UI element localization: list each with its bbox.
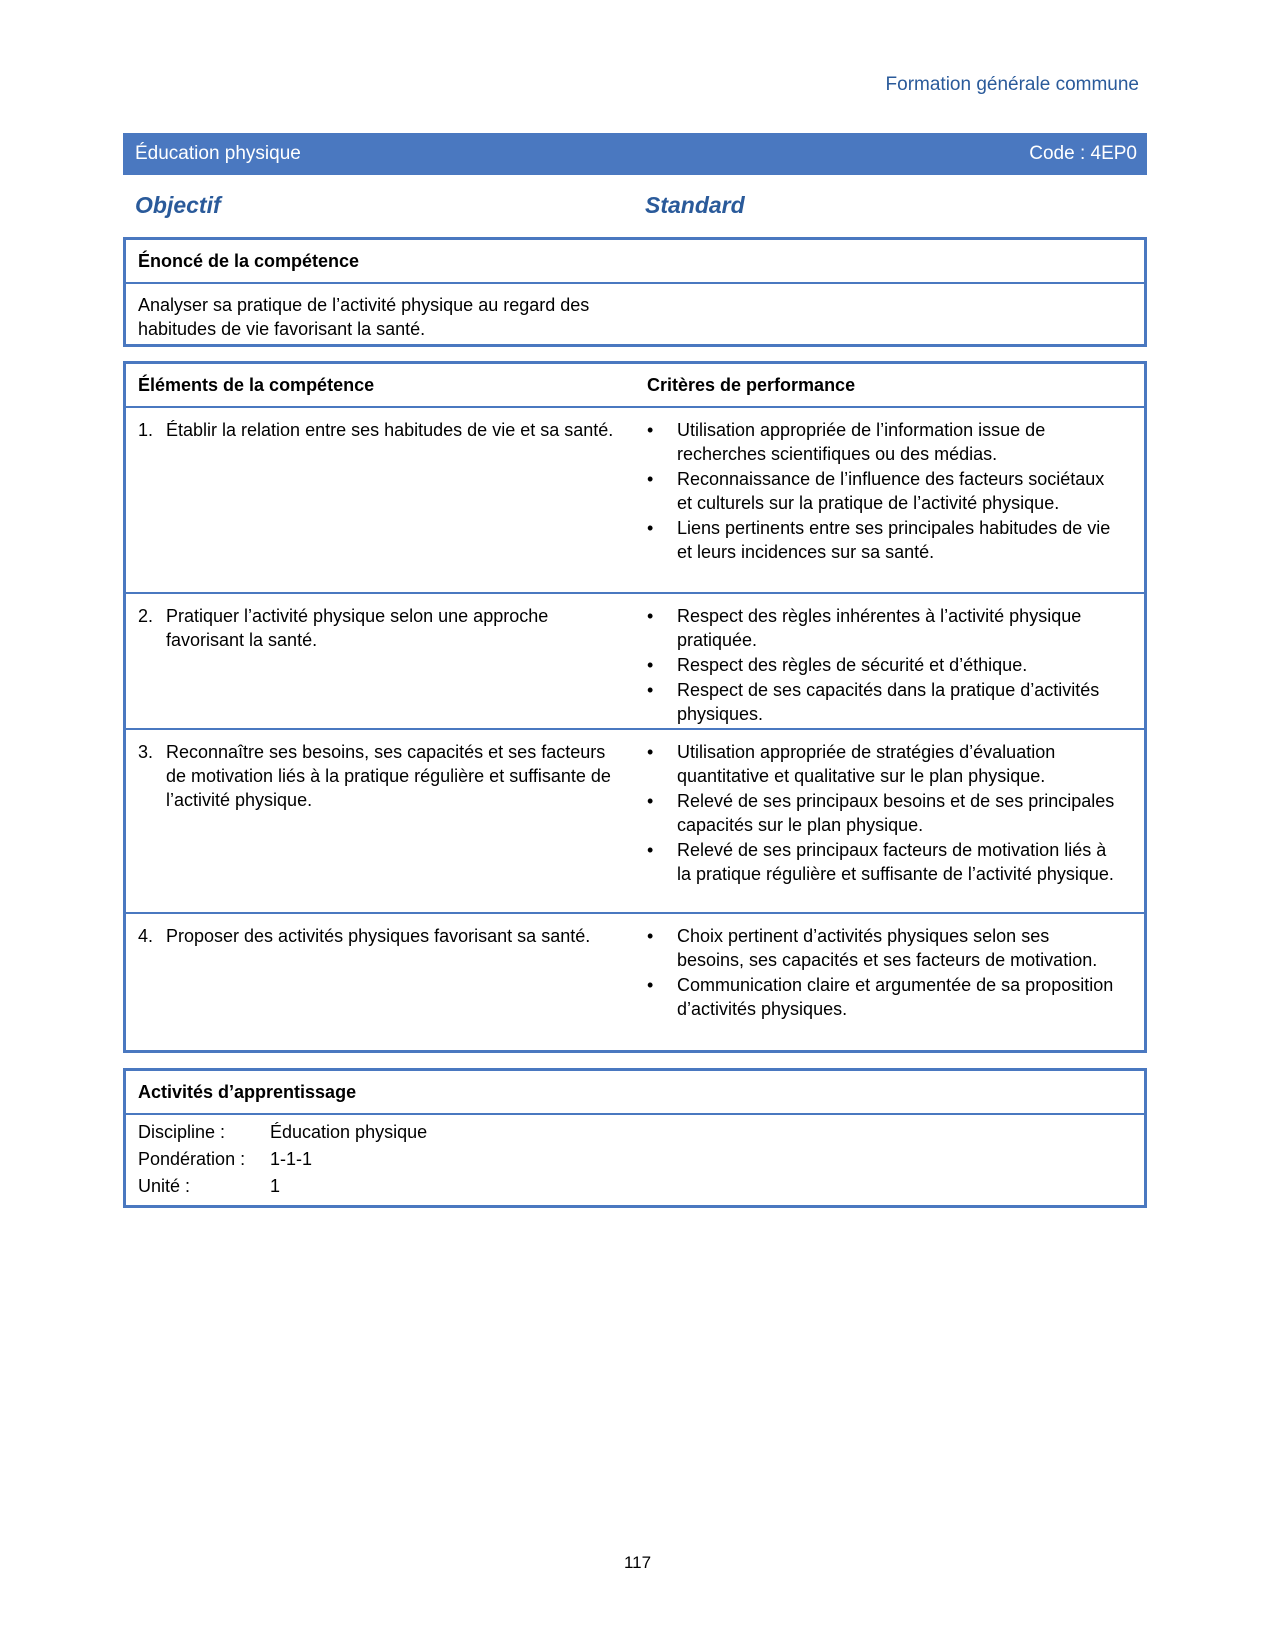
page-header-section: Formation générale commune bbox=[885, 74, 1139, 95]
criterion-text: Communication claire et argumentée de sa proposition d’activités physiques. bbox=[677, 975, 1114, 1019]
criterion-item bbox=[647, 418, 1117, 466]
activites-box bbox=[123, 1068, 1147, 1208]
bullet-icon: • bbox=[647, 742, 654, 762]
bullet-icon: • bbox=[647, 655, 654, 675]
element-row bbox=[126, 592, 1144, 728]
criterion-text: Respect des règles de sécurité et d’éthique. bbox=[677, 655, 1028, 675]
bullet-icon: • bbox=[647, 975, 654, 995]
criterion-text: Relevé de ses principaux facteurs de motivation liés à la pratique régulière et suffisante de l’activité physique. bbox=[677, 840, 1114, 884]
element-text-block bbox=[138, 604, 628, 652]
bullet-icon: • bbox=[647, 420, 654, 440]
element-number: 4. bbox=[138, 926, 154, 946]
activites-heading: Activités d’apprentissage bbox=[126, 1071, 1144, 1115]
course-code: Code : 4EP0 bbox=[1029, 143, 1137, 164]
enonce-heading: Énoncé de la compétence bbox=[126, 240, 1144, 284]
element-number: 3. bbox=[138, 742, 154, 762]
criterion-text: Relevé de ses principaux besoins et de ses principales capacités sur le plan physique. bbox=[677, 791, 1115, 835]
bullet-icon: • bbox=[647, 791, 654, 811]
criteria-list bbox=[647, 740, 1117, 887]
criterion-text: Respect de ses capacités dans la pratique d’activités physiques. bbox=[677, 680, 1100, 724]
criterion-item bbox=[647, 740, 1117, 788]
bullet-icon: • bbox=[647, 518, 654, 538]
element-text: Établir la relation entre ses habitudes de vie et sa santé. bbox=[166, 420, 614, 440]
criteria-heading: Critères de performance bbox=[647, 374, 856, 395]
criterion-item bbox=[647, 516, 1117, 564]
bullet-icon: • bbox=[647, 606, 654, 626]
element-text: Reconnaître ses besoins, ses capacités et ses facteurs de motivation liés à la pratique régulière et suffisante de l’activité physique. bbox=[166, 742, 611, 810]
element-text-block bbox=[138, 740, 628, 812]
criterion-item bbox=[647, 924, 1117, 972]
element-text: Proposer des activités physiques favorisant sa santé. bbox=[166, 926, 591, 946]
bullet-icon: • bbox=[647, 840, 654, 860]
criterion-item bbox=[647, 838, 1117, 886]
elements-heading: Éléments de la compétence bbox=[138, 374, 375, 395]
ponderation-line bbox=[138, 1146, 1132, 1173]
standard-label: Standard bbox=[645, 192, 745, 218]
objective-standard-row bbox=[135, 192, 1035, 222]
activites-body bbox=[126, 1115, 1144, 1209]
criterion-item bbox=[647, 789, 1117, 837]
element-text-block bbox=[138, 418, 628, 442]
criterion-item bbox=[647, 973, 1117, 1021]
unite-line bbox=[138, 1173, 1132, 1200]
criterion-item bbox=[647, 653, 1117, 677]
ponderation-label: Pondération : bbox=[138, 1149, 246, 1169]
element-row bbox=[126, 728, 1144, 912]
bullet-icon: • bbox=[647, 926, 654, 946]
title-bar bbox=[123, 133, 1147, 175]
unite-value: 1 bbox=[270, 1176, 281, 1196]
element-text: Pratiquer l’activité physique selon une approche favorisant la santé. bbox=[166, 606, 549, 650]
criterion-item bbox=[647, 604, 1117, 652]
criterion-text: Utilisation appropriée de l’information issue de recherches scientifiques ou des médias. bbox=[677, 420, 1046, 464]
ponderation-value: 1-1-1 bbox=[270, 1149, 313, 1169]
element-text-block bbox=[138, 924, 628, 948]
criterion-text: Liens pertinents entre ses principales habitudes de vie et leurs incidences sur sa santé. bbox=[677, 518, 1111, 562]
element-row bbox=[126, 408, 1144, 592]
objectif-label: Objectif bbox=[135, 192, 221, 218]
discipline-title: Éducation physique bbox=[135, 143, 301, 164]
criterion-text: Reconnaissance de l’influence des facteurs sociétaux et culturels sur la pratique de l’activité physique. bbox=[677, 469, 1105, 513]
bullet-icon: • bbox=[647, 680, 654, 700]
page-number: 117 bbox=[623, 1553, 652, 1572]
criterion-text: Utilisation appropriée de stratégies d’évaluation quantitative et qualitative sur le plan physique. bbox=[677, 742, 1056, 786]
enonce-text: Analyser sa pratique de l’activité physique au regard des habitudes de vie favorisant la santé. bbox=[138, 295, 590, 339]
element-row bbox=[126, 912, 1144, 1050]
criteria-list bbox=[647, 604, 1117, 727]
criterion-text: Choix pertinent d’activités physiques selon ses besoins, ses capacités et ses facteurs de motivation. bbox=[677, 926, 1098, 970]
criterion-text: Respect des règles inhérentes à l’activité physique pratiquée. bbox=[677, 606, 1082, 650]
discipline-label: Discipline : bbox=[138, 1122, 226, 1142]
unite-label: Unité : bbox=[138, 1176, 191, 1196]
criteria-list bbox=[647, 924, 1117, 1022]
element-number: 1. bbox=[138, 420, 154, 440]
criterion-item bbox=[647, 467, 1117, 515]
discipline-line bbox=[138, 1119, 1132, 1146]
element-rows bbox=[126, 408, 1144, 1050]
criteria-list bbox=[647, 418, 1117, 565]
criterion-item bbox=[647, 678, 1117, 726]
element-number: 2. bbox=[138, 606, 154, 626]
elements-box bbox=[123, 361, 1147, 1053]
discipline-value: Éducation physique bbox=[270, 1122, 428, 1142]
bullet-icon: • bbox=[647, 469, 654, 489]
enonce-box bbox=[123, 237, 1147, 347]
elements-heading-row bbox=[126, 364, 1144, 408]
